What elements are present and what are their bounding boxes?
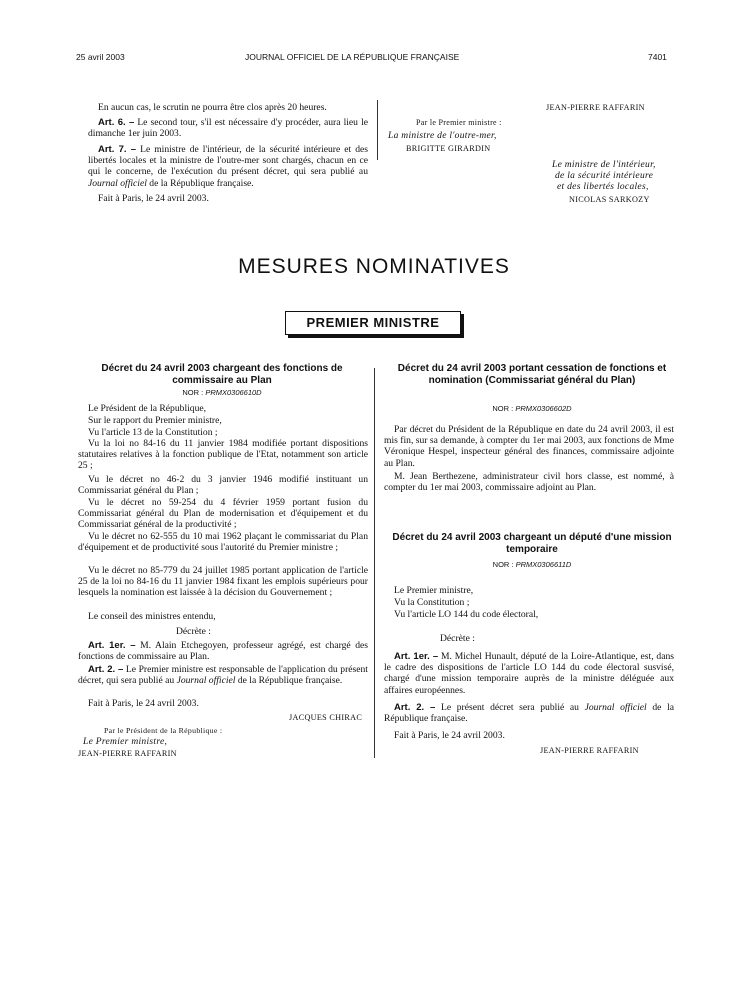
decree3-fait: Fait à Paris, le 24 avril 2003. xyxy=(394,730,505,741)
main-column-divider xyxy=(374,368,375,758)
decree3-article-1: Art. 1er. – M. Michel Hunault, député de la Loire-Atlantique, est, dans le cadre des dispositions de l'article LO 144 du code électoral susvisé, chargé d'une mission temporaire auprès de la ministre déléguée aux affaires européennes. xyxy=(384,651,674,696)
header-date: 25 avril 2003 xyxy=(76,52,125,62)
signer-raffarin: JEAN-PIERRE RAFFARIN xyxy=(546,103,645,112)
signer-raffarin-3: JEAN-PIERRE RAFFARIN xyxy=(540,746,639,755)
decree1-line-7: Vu le décret no 85-779 du 24 juillet 1985 portant application de l'article 25 de la loi no 84-16 du 11 janvier 1984 fixant les emplois supérieurs pour lesquels la nomination est laissée à la décision du Gouvernement ; xyxy=(78,565,368,599)
decree1-line-5: Vu le décret no 59-254 du 4 février 1959 portant fusion du Commissariat général du Plan de modernisation et d'équipement et du Commissariat général de la productivité ; xyxy=(78,497,368,531)
fait-a-paris: Fait à Paris, le 24 avril 2003. xyxy=(98,193,209,204)
par-premier-ministre: Par le Premier ministre : xyxy=(416,118,502,127)
decree2-paragraph-1: Par décret du Président de la République en date du 24 avril 2003, il est mis fin, sur sa demande, à compter du 1er mai 2003, aux fonctions de Mme Véronique Hespel, inspecteur général des finances, commissaire adjointe au Plan. xyxy=(384,424,674,469)
decree1-fait: Fait à Paris, le 24 avril 2003. xyxy=(88,698,199,709)
ministry-label: PREMIER MINISTRE xyxy=(306,315,440,330)
ministre-interieur-2: de la sécurité intérieure xyxy=(555,171,654,181)
signer-chirac: JACQUES CHIRAC xyxy=(289,713,363,722)
decree3-article-2: Art. 2. – Le présent décret sera publié au Journal officiel de la République française. xyxy=(384,702,674,725)
ministre-interieur-1: Le ministre de l'intérieur, xyxy=(552,160,656,170)
decree1-line-4: Vu le décret no 46-2 du 3 janvier 1946 modifié instituant un Commissariat général du Plan ; xyxy=(78,474,368,497)
article-7: Art. 7. – Le ministre de l'intérieur, de la sécurité intérieure et des libertés locales et la ministre de l'outre-mer sont chargés, chacun en ce qui le concerne, de l'exécution du présent décret, qui sera publié au Journal officiel de la République française. xyxy=(88,144,368,189)
ministre-interieur-3: et des libertés locales, xyxy=(557,182,649,192)
column-divider xyxy=(377,100,378,160)
section-title: MESURES NOMINATIVES xyxy=(238,255,510,278)
decree1-line-0: Le Président de la République, xyxy=(88,403,207,414)
decree1-decrete: Décrète : xyxy=(176,626,211,637)
decree3-nor: NOR : PRMX0306611D xyxy=(492,560,572,569)
decree3-line-2: Vu l'article LO 144 du code électoral, xyxy=(394,609,539,620)
decree3-line-1: Vu la Constitution ; xyxy=(394,597,470,608)
ministry-box xyxy=(285,311,461,335)
decree3-line-0: Le Premier ministre, xyxy=(394,585,474,596)
signer-raffarin-2: JEAN-PIERRE RAFFARIN xyxy=(78,749,177,758)
decree1-line-3: Vu la loi no 84-16 du 11 janvier 1984 modifiée portant dispositions statutaires relatives à la fonction publique de l'Etat, notamment son article 25 ; xyxy=(78,438,368,472)
decree1-line-8: Le conseil des ministres entendu, xyxy=(88,611,216,622)
decree1-article-2: Art. 2. – Le Premier ministre est responsable de l'application du présent décret, qui sera publié au Journal officiel de la République française. xyxy=(78,664,368,687)
par-president: Par le Président de la République : xyxy=(104,726,223,735)
decree3-decrete: Décrète : xyxy=(440,633,475,644)
scrutin-paragraph: En aucun cas, le scrutin ne pourra être clos après 20 heures. xyxy=(98,102,327,113)
decree2-paragraph-2: M. Jean Berthezene, administrateur civil hors classe, est nommé, à compter du 1er mai 2003, commissaire adjoint au Plan. xyxy=(384,471,674,494)
ministre-outremer: La ministre de l'outre-mer, xyxy=(388,131,497,141)
premier-ministre-label: Le Premier ministre, xyxy=(83,737,168,747)
decree1-line-6: Vu le décret no 62-555 du 10 mai 1962 plaçant le commissariat du Plan d'équipement et de productivité sous l'autorité du Premier ministre ; xyxy=(78,531,368,554)
decree1-line-2: Vu l'article 13 de la Constitution ; xyxy=(88,427,218,438)
article-6: Art. 6. – Le second tour, s'il est nécessaire d'y procéder, aura lieu le dimanche 1er juin 2003. xyxy=(88,117,368,140)
decree2-title: Décret du 24 avril 2003 portant cessation de fonctions et nomination (Commissariat général du Plan) xyxy=(397,363,667,386)
decree1-article-1: Art. 1er. – M. Alain Etchegoyen, professeur agrégé, est chargé des fonctions de commissaire au Plan. xyxy=(78,640,368,663)
decree3-title: Décret du 24 avril 2003 chargeant un député d'une mission temporaire xyxy=(392,532,672,555)
signer-girardin: BRIGITTE GIRARDIN xyxy=(406,144,491,153)
decree1-line-1: Sur le rapport du Premier ministre, xyxy=(88,415,222,426)
decree1-nor: NOR : PRMX0306610D xyxy=(182,388,262,397)
decree2-nor: NOR : PRMX0306602D xyxy=(492,404,572,413)
page-number: 7401 xyxy=(648,52,667,62)
signer-sarkozy: NICOLAS SARKOZY xyxy=(569,195,650,204)
decree1-title: Décret du 24 avril 2003 chargeant des fonctions de commissaire au Plan xyxy=(101,363,343,386)
journal-title: JOURNAL OFFICIEL DE LA RÉPUBLIQUE FRANÇAISE xyxy=(245,52,460,62)
